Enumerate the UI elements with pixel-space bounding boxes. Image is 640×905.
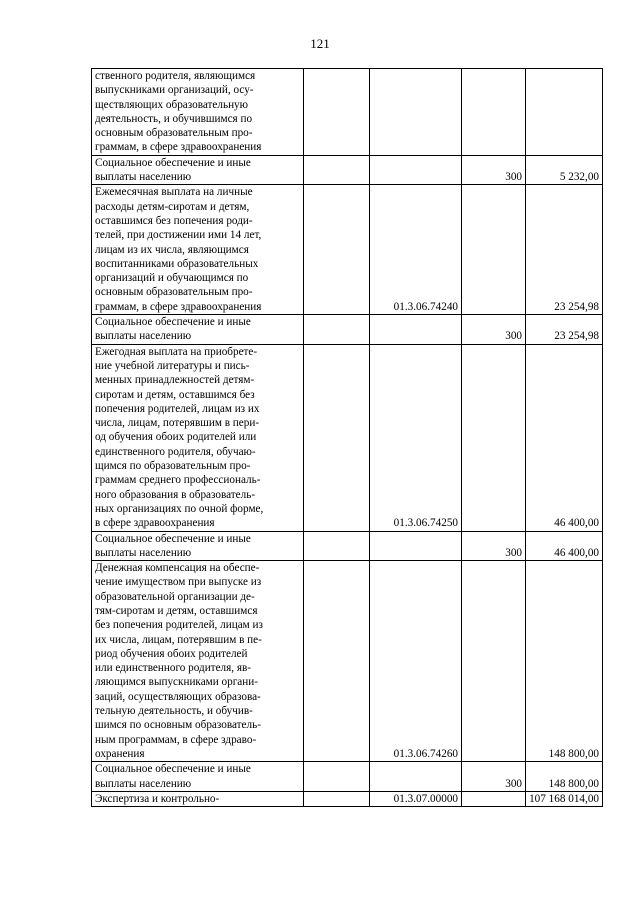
- table-row: [92, 69, 603, 156]
- description-line: ным программам, в сфере здраво-: [95, 733, 257, 746]
- description-line: граммам, в сфере здравоохранения: [95, 300, 262, 313]
- target-code-cell: [370, 69, 462, 156]
- description-line: граммам среднего профессиональ-: [95, 474, 261, 487]
- description-line: Ежегодная выплата на приобрете-: [95, 345, 258, 358]
- description-line: ных организациях по очной форме,: [95, 502, 264, 515]
- budget-table: [91, 68, 603, 807]
- expense-type-cell: [462, 69, 526, 156]
- row-description: [92, 561, 304, 762]
- expense-type-cell: [462, 561, 526, 762]
- description-line: выплаты населению: [95, 171, 192, 184]
- empty-cell: [304, 315, 370, 345]
- description-line: основным образовательным про-: [95, 127, 253, 140]
- expense-type-cell: 300: [462, 531, 526, 561]
- budget-table-body: [92, 69, 603, 807]
- description-line: выплаты населению: [95, 546, 192, 559]
- description-line: оставшимся без попечения роди-: [95, 214, 253, 227]
- description-line: од обучения обоих родителей или: [95, 431, 257, 444]
- target-code-cell: 01.3.07.00000: [370, 791, 462, 806]
- description-line: ственного родителя, являющимся: [95, 70, 256, 82]
- description-line: телей, при достижении ими 14 лет,: [95, 229, 262, 242]
- row-description: [92, 762, 304, 792]
- description-line: щимся по образовательным про-: [95, 460, 251, 473]
- expense-type-cell: [462, 344, 526, 531]
- row-description: [92, 531, 304, 561]
- description-line: или единственного родителя, яв-: [95, 662, 252, 675]
- empty-cell: [304, 185, 370, 315]
- table-row: [92, 531, 603, 561]
- empty-cell: [304, 69, 370, 156]
- table-row: [92, 344, 603, 531]
- description-line: Социальное обеспечение и иные: [95, 156, 251, 169]
- description-line: лицам из их числа, являющимся: [95, 243, 249, 256]
- row-description: [92, 791, 304, 806]
- description-line: Ежемесячная выплата на личные: [95, 186, 253, 199]
- amount-cell: 46 400,00: [526, 344, 603, 531]
- description-line: менных принадлежностей детям-: [95, 374, 255, 387]
- table-row: [92, 315, 603, 345]
- table-row: [92, 791, 603, 806]
- description-line: Социальное обеспечение и иные: [95, 316, 251, 329]
- amount-cell: 46 400,00: [526, 531, 603, 561]
- table-row: [92, 185, 603, 315]
- description-line: тельную деятельность, и обучив-: [95, 705, 253, 718]
- description-line: расходы детям-сиротам и детям,: [95, 200, 250, 213]
- description-line: выпускниками организаций, осу-: [95, 84, 254, 97]
- amount-cell: 148 800,00: [526, 561, 603, 762]
- empty-cell: [304, 531, 370, 561]
- amount-cell: 107 168 014,00: [526, 791, 603, 806]
- expense-type-cell: 300: [462, 762, 526, 792]
- description-line: риод обучения обоих родителей: [95, 647, 248, 660]
- description-line: охранения: [95, 747, 145, 760]
- description-line: организаций и обучающимся по: [95, 272, 249, 285]
- empty-cell: [304, 344, 370, 531]
- description-line: заций, осуществляющих образова-: [95, 690, 261, 703]
- description-line: Социальное обеспечение и иные: [95, 532, 251, 545]
- expense-type-cell: 300: [462, 155, 526, 185]
- description-line: без попечения родителей, лицам из: [95, 619, 263, 632]
- target-code-cell: [370, 315, 462, 345]
- table-row: [92, 155, 603, 185]
- expense-type-cell: 300: [462, 315, 526, 345]
- description-line: ного образования в образователь-: [95, 488, 256, 501]
- target-code-cell: 01.3.06.74250: [370, 344, 462, 531]
- target-code-cell: [370, 531, 462, 561]
- row-description: [92, 69, 304, 156]
- amount-cell: 148 800,00: [526, 762, 603, 792]
- empty-cell: [304, 155, 370, 185]
- description-line: ляющимся выпускниками органи-: [95, 676, 258, 689]
- table-row: [92, 762, 603, 792]
- target-code-cell: 01.3.06.74260: [370, 561, 462, 762]
- target-code-cell: [370, 762, 462, 792]
- description-line: образовательной организации де-: [95, 590, 255, 603]
- description-line: выплаты населению: [95, 777, 192, 790]
- expense-type-cell: [462, 791, 526, 806]
- amount-cell: [526, 69, 603, 156]
- row-description: [92, 185, 304, 315]
- description-line: тям-сиротам и детям, оставшимся: [95, 604, 258, 617]
- empty-cell: [304, 791, 370, 806]
- empty-cell: [304, 561, 370, 762]
- description-line: Социальное обеспечение и иные: [95, 763, 251, 776]
- expense-type-cell: [462, 185, 526, 315]
- row-description: [92, 155, 304, 185]
- description-line: ние учебной литературы и пись-: [95, 359, 250, 372]
- target-code-cell: 01.3.06.74240: [370, 185, 462, 315]
- description-line: сиротам и детям, оставшимся без: [95, 388, 255, 401]
- target-code-cell: [370, 155, 462, 185]
- description-line: в сфере здравоохранения: [95, 517, 215, 530]
- row-description: [92, 344, 304, 531]
- description-line: Экспертиза и контрольно-: [95, 792, 220, 805]
- page-number: 121: [310, 36, 330, 51]
- amount-cell: 23 254,98: [526, 185, 603, 315]
- description-line: ществляющих образовательную: [95, 98, 249, 111]
- description-line: чение имуществом при выпуске из: [95, 576, 262, 589]
- description-line: Денежная компенсация на обеспе-: [95, 562, 260, 575]
- description-line: числа, лицам, потерявшим в пери-: [95, 417, 260, 430]
- description-line: воспитанниками образовательных: [95, 257, 259, 270]
- empty-cell: [304, 762, 370, 792]
- description-line: деятельность, и обучившимся по: [95, 112, 253, 125]
- amount-cell: 5 232,00: [526, 155, 603, 185]
- table-row: [92, 561, 603, 762]
- row-description: [92, 315, 304, 345]
- description-line: попечения родителей, лицам из их: [95, 402, 260, 415]
- description-line: граммам, в сфере здравоохранения: [95, 141, 262, 154]
- amount-cell: 23 254,98: [526, 315, 603, 345]
- description-line: выплаты населению: [95, 330, 192, 343]
- description-line: единственного родителя, обучаю-: [95, 445, 256, 458]
- description-line: основным образовательным про-: [95, 286, 253, 299]
- description-line: шимся по основным образователь-: [95, 719, 261, 732]
- description-line: их числа, лицам, потерявшим в пе-: [95, 633, 262, 646]
